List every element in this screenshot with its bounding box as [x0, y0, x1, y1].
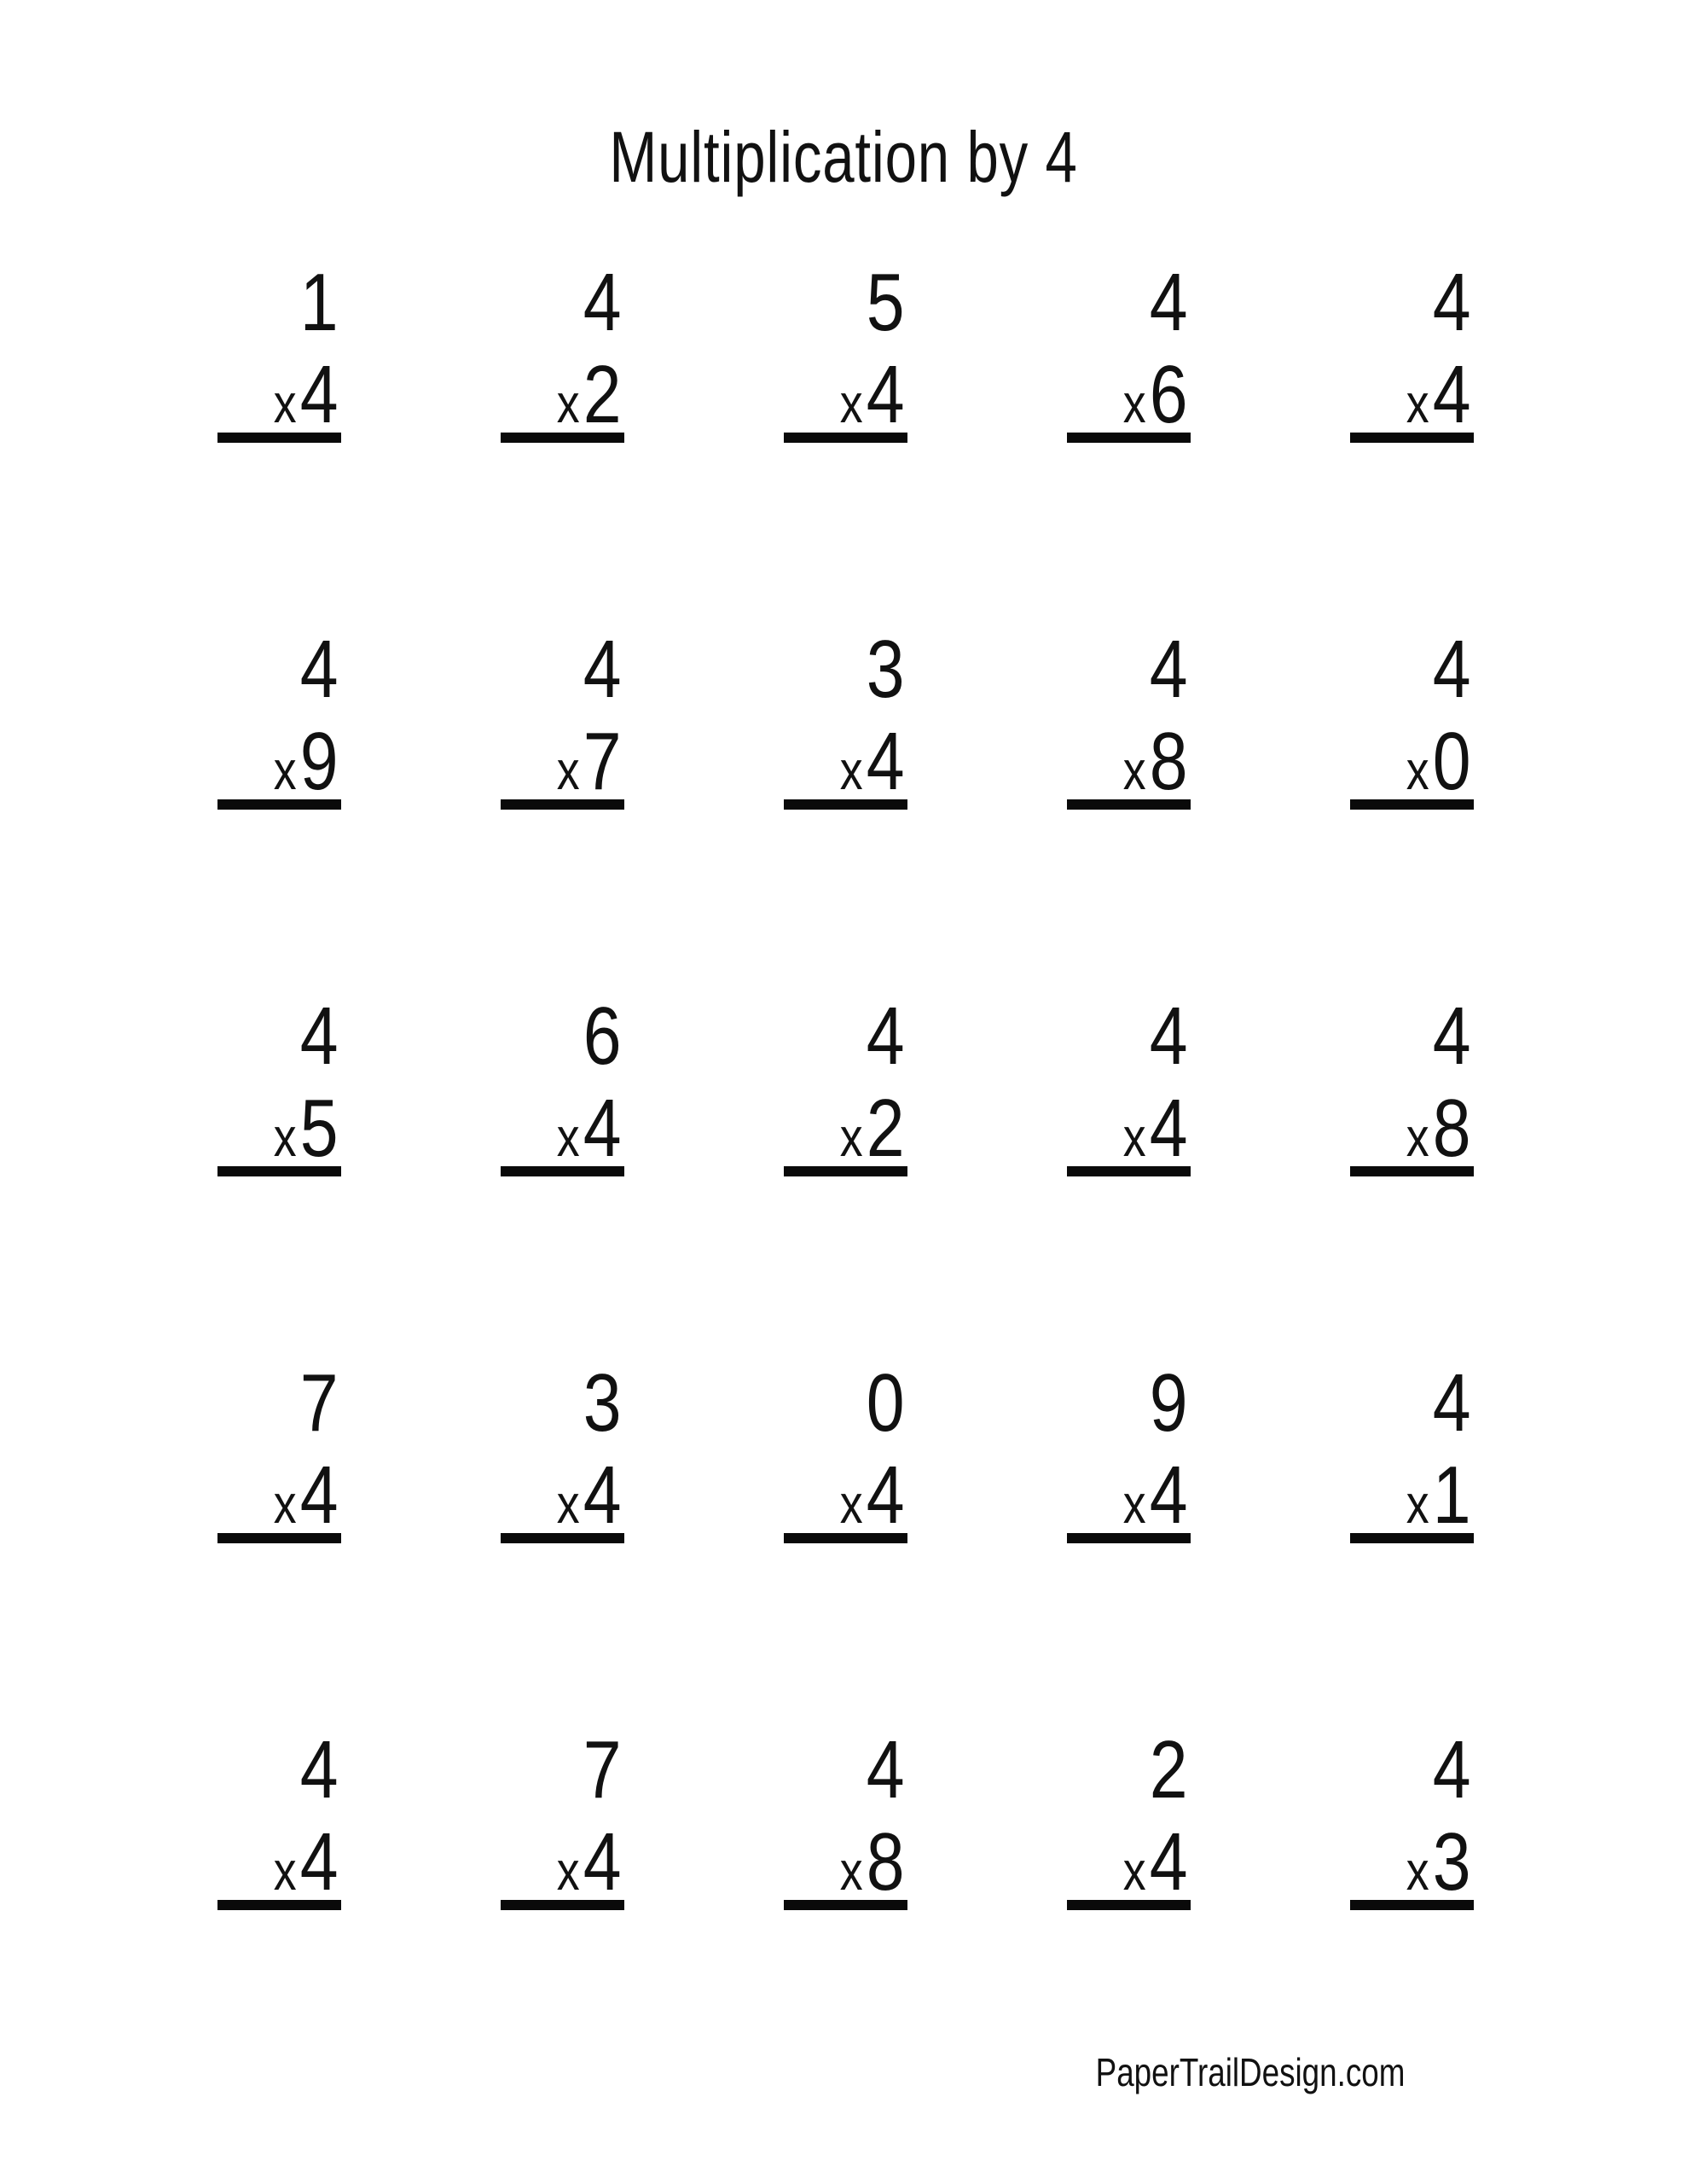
- problem-operands: [237, 257, 341, 440]
- bottom-operand-row: [803, 349, 907, 440]
- multiply-sign: x: [1122, 373, 1146, 434]
- bottom-operand-row: [520, 349, 624, 440]
- bottom-operand-row: [520, 716, 624, 807]
- bottom-operand: 8: [1432, 1083, 1471, 1174]
- bottom-operand: 4: [866, 716, 905, 807]
- multiply-sign: x: [1122, 1473, 1146, 1535]
- multiply-sign: x: [839, 373, 863, 434]
- problems-grid: [217, 257, 1474, 1910]
- top-operand: 4: [1432, 990, 1471, 1082]
- multiply-sign: x: [556, 1107, 580, 1168]
- multiply-sign: x: [556, 373, 580, 434]
- bottom-operand: 4: [583, 1816, 622, 1908]
- problem-operands: [1087, 1357, 1191, 1541]
- multiply-sign: x: [273, 1107, 297, 1168]
- problem-operands: [1087, 257, 1191, 440]
- top-operand: 4: [866, 990, 905, 1082]
- problem-operands: [1370, 257, 1474, 440]
- multiply-sign: x: [1406, 740, 1429, 801]
- top-operand: 7: [583, 1724, 622, 1815]
- top-operand: 4: [1432, 257, 1471, 348]
- multiply-sign: x: [556, 740, 580, 801]
- bottom-operand: 4: [866, 349, 905, 440]
- top-operand: 4: [1432, 1357, 1471, 1449]
- bottom-operand-row: [520, 1816, 624, 1908]
- bottom-operand: 4: [1149, 1449, 1188, 1541]
- multiplication-problem: [217, 257, 341, 443]
- multiplication-problem: [501, 1724, 624, 1910]
- bottom-operand-row: [237, 1449, 341, 1541]
- problem-operands: [520, 1357, 624, 1541]
- multiply-sign: x: [1406, 1107, 1429, 1168]
- bottom-operand-row: [1370, 1816, 1474, 1908]
- bottom-operand: 4: [299, 1816, 339, 1908]
- problem-operands: [1087, 990, 1191, 1174]
- top-operand: 4: [299, 624, 339, 715]
- multiply-sign: x: [273, 740, 297, 801]
- problem-operands: [237, 1724, 341, 1908]
- bottom-operand-row: [803, 1449, 907, 1541]
- problem-operands: [803, 990, 907, 1174]
- problem-operands: [1087, 1724, 1191, 1908]
- multiplication-problem: [501, 624, 624, 810]
- multiplication-problem: [1067, 624, 1191, 810]
- bottom-operand-row: [803, 1083, 907, 1174]
- footer-credit: PaperTrailDesign.com: [1095, 2050, 1405, 2094]
- problem-operands: [1370, 990, 1474, 1174]
- top-operand: 4: [1432, 624, 1471, 715]
- multiply-sign: x: [273, 373, 297, 434]
- multiplication-problem: [1067, 257, 1191, 443]
- bottom-operand-row: [1087, 716, 1191, 807]
- problem-operands: [237, 1357, 341, 1541]
- page-title: Multiplication by 4: [609, 117, 1078, 197]
- problem-operands: [803, 1357, 907, 1541]
- bottom-operand-row: [1370, 1449, 1474, 1541]
- top-operand: 6: [583, 990, 622, 1082]
- multiplication-problem: [1350, 1724, 1474, 1910]
- bottom-operand: 4: [1149, 1816, 1188, 1908]
- bottom-operand: 1: [1432, 1449, 1471, 1541]
- problem-operands: [237, 990, 341, 1174]
- multiply-sign: x: [1406, 1840, 1429, 1902]
- bottom-operand-row: [520, 1449, 624, 1541]
- bottom-operand: 9: [299, 716, 339, 807]
- problem-operands: [803, 624, 907, 807]
- bottom-operand-row: [520, 1083, 624, 1174]
- multiply-sign: x: [273, 1473, 297, 1535]
- bottom-operand-row: [1370, 716, 1474, 807]
- multiply-sign: x: [839, 1840, 863, 1902]
- multiplication-problem: [784, 1357, 907, 1543]
- top-operand: 5: [866, 257, 905, 348]
- top-operand: 3: [866, 624, 905, 715]
- multiplication-problem: [501, 257, 624, 443]
- top-operand: 4: [299, 1724, 339, 1815]
- top-operand: 4: [1149, 624, 1188, 715]
- bottom-operand-row: [1087, 349, 1191, 440]
- multiplication-problem: [1067, 990, 1191, 1176]
- multiplication-problem: [217, 990, 341, 1176]
- top-operand: 1: [299, 257, 339, 348]
- problem-operands: [1087, 624, 1191, 807]
- bottom-operand-row: [803, 1816, 907, 1908]
- bottom-operand: 4: [866, 1449, 905, 1541]
- top-operand: 3: [583, 1357, 622, 1449]
- multiplication-problem: [1350, 257, 1474, 443]
- multiplication-problem: [1067, 1357, 1191, 1543]
- bottom-operand-row: [1087, 1816, 1191, 1908]
- bottom-operand: 6: [1149, 349, 1188, 440]
- top-operand: 4: [1149, 990, 1188, 1082]
- multiplication-problem: [784, 624, 907, 810]
- top-operand: 4: [1149, 257, 1188, 348]
- multiply-sign: x: [556, 1840, 580, 1902]
- multiply-sign: x: [839, 1473, 863, 1535]
- top-operand: 4: [583, 257, 622, 348]
- top-operand: 0: [866, 1357, 905, 1449]
- problem-operands: [1370, 1357, 1474, 1541]
- problem-operands: [1370, 1724, 1474, 1908]
- bottom-operand: 8: [866, 1816, 905, 1908]
- problem-operands: [803, 257, 907, 440]
- bottom-operand-row: [1087, 1449, 1191, 1541]
- bottom-operand: 8: [1149, 716, 1188, 807]
- multiply-sign: x: [1122, 740, 1146, 801]
- multiplication-problem: [501, 1357, 624, 1543]
- multiplication-problem: [784, 990, 907, 1176]
- problem-operands: [803, 1724, 907, 1908]
- bottom-operand: 5: [299, 1083, 339, 1174]
- bottom-operand-row: [237, 716, 341, 807]
- bottom-operand-row: [803, 716, 907, 807]
- problem-operands: [520, 624, 624, 807]
- bottom-operand: 4: [583, 1083, 622, 1174]
- multiply-sign: x: [1406, 1473, 1429, 1535]
- problem-operands: [520, 257, 624, 440]
- problem-operands: [237, 624, 341, 807]
- bottom-operand: 4: [583, 1449, 622, 1541]
- bottom-operand: 4: [299, 349, 339, 440]
- multiply-sign: x: [839, 740, 863, 801]
- problem-operands: [520, 1724, 624, 1908]
- bottom-operand: 4: [299, 1449, 339, 1541]
- bottom-operand: 4: [1432, 349, 1471, 440]
- multiplication-problem: [784, 1724, 907, 1910]
- bottom-operand-row: [1370, 349, 1474, 440]
- top-operand: 7: [299, 1357, 339, 1449]
- problem-operands: [1370, 624, 1474, 807]
- top-operand: 4: [1432, 1724, 1471, 1815]
- multiplication-problem: [1350, 624, 1474, 810]
- multiply-sign: x: [1406, 373, 1429, 434]
- top-operand: 4: [866, 1724, 905, 1815]
- multiply-sign: x: [1122, 1840, 1146, 1902]
- top-operand: 2: [1149, 1724, 1188, 1815]
- bottom-operand: 7: [583, 716, 622, 807]
- top-operand: 9: [1149, 1357, 1188, 1449]
- bottom-operand-row: [1087, 1083, 1191, 1174]
- multiply-sign: x: [1122, 1107, 1146, 1168]
- bottom-operand: 2: [583, 349, 622, 440]
- problem-operands: [520, 990, 624, 1174]
- bottom-operand-row: [237, 349, 341, 440]
- bottom-operand-row: [237, 1083, 341, 1174]
- top-operand: 4: [299, 990, 339, 1082]
- multiply-sign: x: [556, 1473, 580, 1535]
- multiplication-problem: [217, 1357, 341, 1543]
- bottom-operand: 4: [1149, 1083, 1188, 1174]
- bottom-operand-row: [237, 1816, 341, 1908]
- bottom-operand: 3: [1432, 1816, 1471, 1908]
- multiplication-problem: [784, 257, 907, 443]
- top-operand: 4: [583, 624, 622, 715]
- multiply-sign: x: [839, 1107, 863, 1168]
- bottom-operand: 0: [1432, 716, 1471, 807]
- multiplication-problem: [501, 990, 624, 1176]
- multiplication-problem: [217, 1724, 341, 1910]
- bottom-operand: 2: [866, 1083, 905, 1174]
- multiplication-problem: [1350, 990, 1474, 1176]
- multiplication-problem: [217, 624, 341, 810]
- multiplication-problem: [1067, 1724, 1191, 1910]
- multiplication-problem: [1350, 1357, 1474, 1543]
- bottom-operand-row: [1370, 1083, 1474, 1174]
- multiply-sign: x: [273, 1840, 297, 1902]
